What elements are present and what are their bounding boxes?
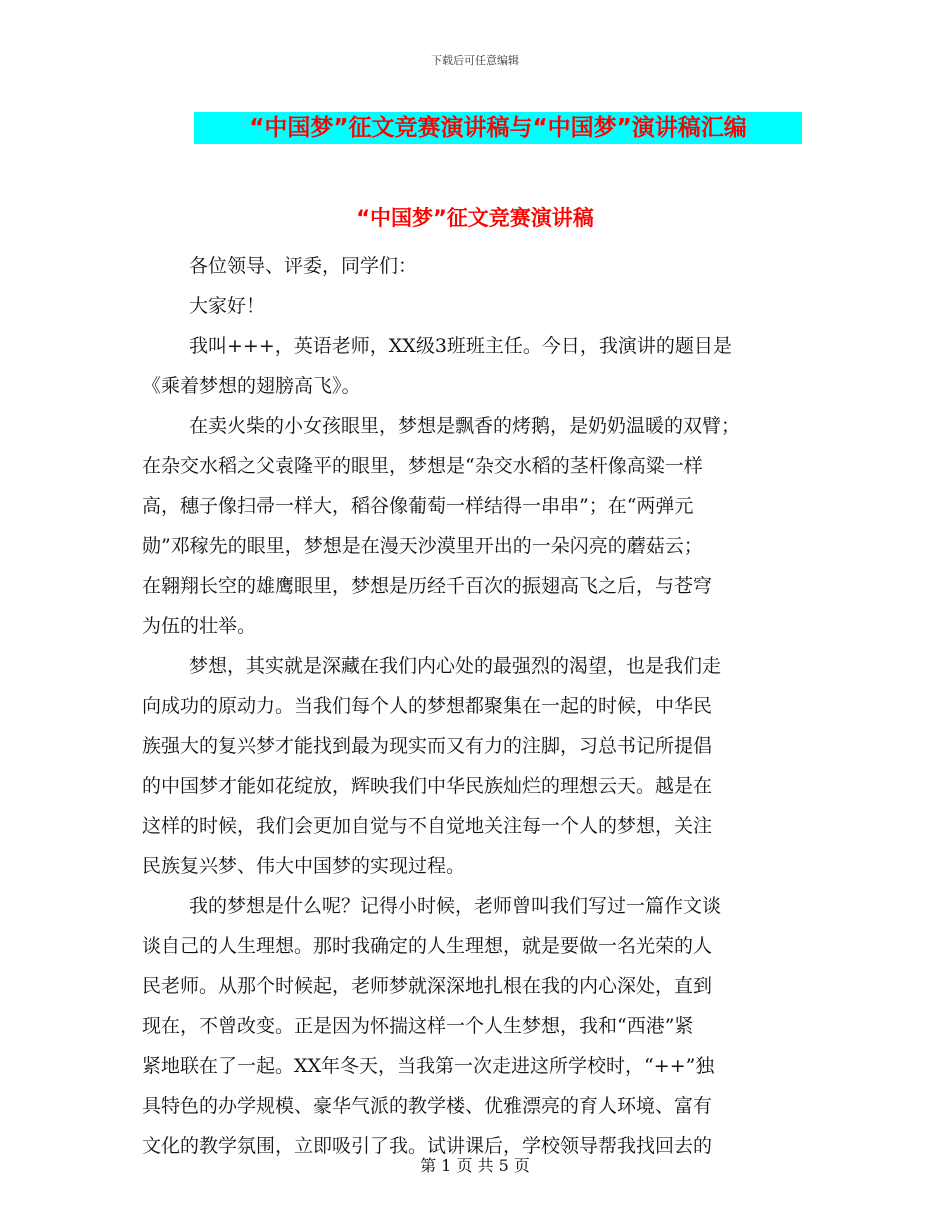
paragraph-line: 高，穗子像扫帚一样大，稻谷像葡萄一样结得一串串”；在“两弹元 bbox=[142, 495, 694, 517]
paragraph-line: 文化的教学氛围，立即吸引了我。试讲课后，学校领导帮我找回去的 bbox=[142, 1135, 713, 1157]
paragraph-line: 谈自己的人生理想。那时我确定的人生理想，就是要做一名光荣的人 bbox=[142, 935, 713, 957]
paragraph-line: 现在，不曾改变。正是因为怀揣这样一个人生梦想，我和“西港”紧 bbox=[142, 1015, 694, 1037]
page-number: 第 1 页 共 5 页 bbox=[420, 1156, 530, 1175]
paragraph-line: 《乘着梦想的翅膀高飞》。 bbox=[142, 375, 361, 397]
paragraph-line: 我的梦想是什么呢？记得小时候，老师曾叫我们写过一篇作文谈 bbox=[189, 895, 722, 917]
paragraph-line: 向成功的原动力。当我们每个人的梦想都聚集在一起的时候，中华民 bbox=[142, 695, 713, 717]
paragraph-line: 在杂交水稻之父袁隆平的眼里，梦想是“杂交水稻的茎杆像高粱一样 bbox=[142, 455, 703, 477]
paragraph-line: 在卖火柴的小女孩眼里，梦想是飘香的烤鹅，是奶奶温暖的双臂； bbox=[189, 415, 741, 437]
paragraph-line: 的中国梦才能如花绽放，辉映我们中华民族灿烂的理想云天。越是在 bbox=[142, 775, 713, 797]
greeting-line: 大家好！ bbox=[189, 295, 266, 317]
paragraph-line: 族强大的复兴梦才能找到最为现实而又有力的注脚，习总书记所提倡 bbox=[142, 735, 713, 757]
section-title: “中国梦”征文竞赛演讲稿 bbox=[356, 206, 594, 230]
body-text bbox=[142, 246, 822, 1166]
paragraph-line: 在翱翔长空的雄鹰眼里，梦想是历经千百次的振翅高飞之后，与苍穹 bbox=[142, 575, 713, 597]
paragraph-line: 勋”邓稼先的眼里，梦想是在漫天沙漠里开出的一朵闪亮的蘑菇云； bbox=[142, 535, 703, 557]
paragraph-line: 具特色的办学规模、豪华气派的教学楼、优雅漂亮的育人环境、富有 bbox=[142, 1095, 713, 1117]
paragraph-line: 紧地联在了一起。XX年冬天，当我第一次走进这所学校时，“++”独 bbox=[142, 1055, 715, 1077]
paragraph-line: 民老师。从那个时候起，老师梦就深深地扎根在我的内心深处，直到 bbox=[142, 975, 713, 997]
paragraph-line: 为伍的壮举。 bbox=[142, 615, 257, 637]
paragraph-line: 梦想，其实就是深藏在我们内心处的最强烈的渴望，也是我们走 bbox=[189, 655, 722, 677]
document-main-title: “中国梦”征文竞赛演讲稿与“中国梦”演讲稿汇编 bbox=[249, 115, 747, 141]
paragraph-line: 我叫+++，英语老师，XX级3班班主任。今日，我演讲的题目是 bbox=[189, 335, 732, 357]
paragraph-line: 这样的时候，我们会更加自觉与不自觉地关注每一个人的梦想，关注 bbox=[142, 815, 713, 837]
salutation-line: 各位领导、评委，同学们： bbox=[189, 255, 418, 277]
paragraph-line: 民族复兴梦、伟大中国梦的实现过程。 bbox=[142, 855, 466, 877]
page-header-note: 下载后可任意编辑 bbox=[431, 54, 519, 67]
